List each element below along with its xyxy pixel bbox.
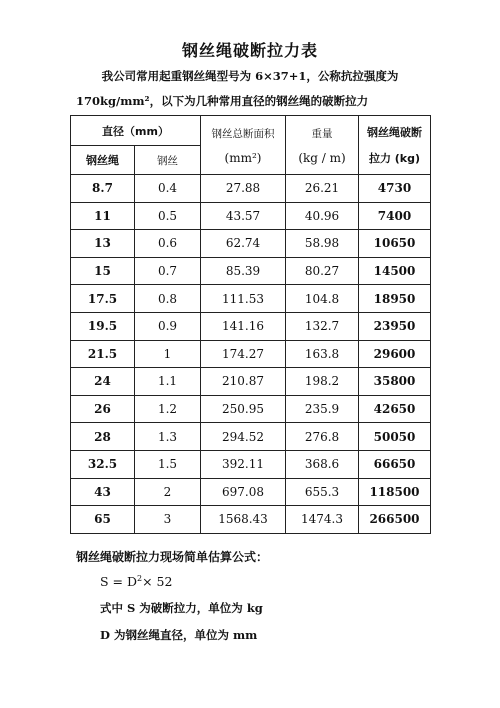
cell-force: 42650 [359,395,431,423]
header-weight-unit: (kg / m) [298,150,346,165]
table-row [71,368,431,396]
cell-area: 62.74 [201,230,286,258]
cell-force: 4730 [359,175,431,203]
cell-weight: 26.21 [286,175,359,203]
cell-wire: 3 [135,506,201,534]
header-force-unit: 拉力 (kg) [368,152,421,165]
cell-area: 1568.43 [201,506,286,534]
cell-area: 210.87 [201,368,286,396]
cell-area: 85.39 [201,257,286,285]
cell-force: 66650 [359,450,431,478]
header-diameter: 直径（mm） [71,116,201,146]
cell-rope: 21.5 [71,340,135,368]
formula-prefix: S = D [100,574,138,590]
table-row [71,230,431,258]
cell-rope: 19.5 [71,312,135,340]
cell-weight: 198.2 [286,368,359,396]
table-body [71,175,431,534]
cell-rope: 13 [71,230,135,258]
cell-wire: 2 [135,478,201,506]
cell-wire: 0.5 [135,202,201,230]
table-row [71,478,431,506]
cell-rope: 24 [71,368,135,396]
cell-force: 23950 [359,312,431,340]
page-title: 钢丝绳破断拉力表 [181,41,318,60]
intro-line-2: 170kg/mm²，以下为几种常用直径的钢丝绳的破断拉力 [76,94,369,108]
cell-area: 111.53 [201,285,286,313]
cell-rope: 11 [71,202,135,230]
table-row [71,450,431,478]
cell-wire: 1.3 [135,423,201,451]
cell-wire: 0.6 [135,230,201,258]
table-row [71,202,431,230]
cell-force: 29600 [359,340,431,368]
cell-rope: 65 [71,506,135,534]
header-force-label: 钢丝绳破断 [367,126,422,139]
cell-rope: 15 [71,257,135,285]
cell-weight: 276.8 [286,423,359,451]
cell-wire: 0.8 [135,285,201,313]
table-row [71,312,431,340]
cell-force: 35800 [359,368,431,396]
breaking-force-table [70,115,431,534]
cell-area: 392.11 [201,450,286,478]
cell-wire: 0.4 [135,175,201,203]
cell-wire: 1.5 [135,450,201,478]
cell-area: 697.08 [201,478,286,506]
cell-wire: 1.1 [135,368,201,396]
header-wire: 钢丝 [135,146,201,175]
cell-weight: 40.96 [286,202,359,230]
cell-force: 118500 [359,478,431,506]
table-row [71,395,431,423]
header-force [359,116,431,175]
cell-force: 10650 [359,230,431,258]
table-row [71,257,431,285]
cell-area: 27.88 [201,175,286,203]
cell-rope: 8.7 [71,175,135,203]
cell-area: 174.27 [201,340,286,368]
formula-title: 钢丝绳破断拉力现场简单估算公式： [76,550,269,564]
cell-force: 14500 [359,257,431,285]
cell-rope: 32.5 [71,450,135,478]
formula-line-2: 式中 S 为破断拉力，单位为 kg [100,601,263,615]
cell-force: 266500 [359,506,431,534]
table-row [71,423,431,451]
cell-weight: 368.6 [286,450,359,478]
header-weight [286,116,359,175]
cell-rope: 26 [71,395,135,423]
header-rope: 钢丝绳 [71,146,135,175]
cell-wire: 0.7 [135,257,201,285]
cell-weight: 104.8 [286,285,359,313]
cell-wire: 1.2 [135,395,201,423]
cell-rope: 43 [71,478,135,506]
cell-weight: 80.27 [286,257,359,285]
cell-weight: 132.7 [286,312,359,340]
cell-area: 141.16 [201,312,286,340]
cell-area: 250.95 [201,395,286,423]
cell-rope: 17.5 [71,285,135,313]
header-area-label: 钢丝总断面积 [211,127,275,140]
cell-area: 294.52 [201,423,286,451]
formula-suffix: × 52 [142,574,173,590]
cell-area: 43.57 [201,202,286,230]
cell-weight: 655.3 [286,478,359,506]
cell-weight: 163.8 [286,340,359,368]
cell-force: 50050 [359,423,431,451]
table-row [71,340,431,368]
intro-line-1: 我公司常用起重钢丝绳型号为 6×37+1，公称抗拉强度为 [101,69,399,83]
cell-weight: 58.98 [286,230,359,258]
cell-weight: 235.9 [286,395,359,423]
header-area [201,116,286,175]
header-area-unit: (mm²) [224,150,262,165]
formula-line-1 [100,574,172,589]
formula-line-3: D 为钢丝绳直径，单位为 mm [100,628,258,642]
table-row [71,175,431,203]
cell-wire: 1 [135,340,201,368]
cell-force: 18950 [359,285,431,313]
cell-weight: 1474.3 [286,506,359,534]
table-row [71,506,431,534]
cell-rope: 28 [71,423,135,451]
cell-force: 7400 [359,202,431,230]
formula-exponent: 2 [137,574,143,583]
header-weight-label: 重量 [311,127,333,140]
cell-wire: 0.9 [135,312,201,340]
table-row [71,285,431,313]
